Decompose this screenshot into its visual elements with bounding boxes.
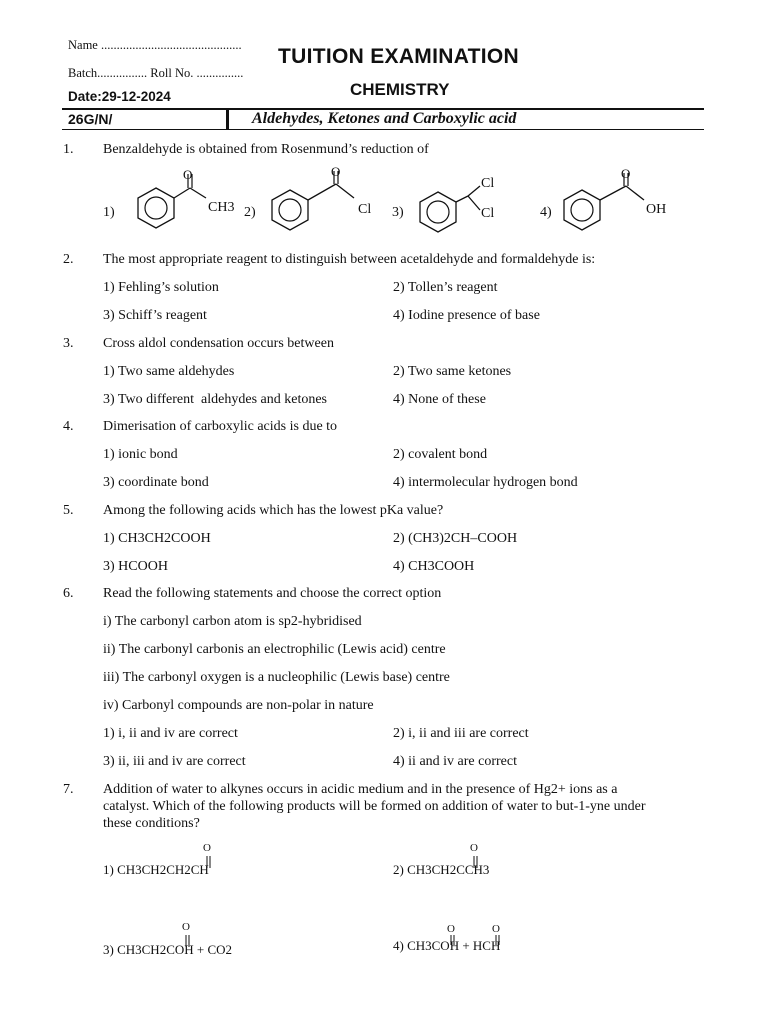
question-text-line: Addition of water to alkynes occurs in acidic medium and in the presence of Hg2+ ions as a: [103, 782, 618, 797]
option-text: 2) Two same ketones: [393, 364, 512, 379]
option-text: 3) coordinate bond: [103, 475, 209, 490]
option-text: 2) (CH3)2CH–COOH: [393, 531, 518, 546]
statement-text: ii) The carbonyl carbonis an electrophilic (Lewis acid) centre: [103, 642, 446, 657]
option-label: 4): [540, 205, 552, 220]
option-text: 3) ii, iii and iv are correct: [103, 754, 246, 769]
option-text: 4) ii and iv are correct: [393, 754, 517, 769]
oxygen-label: O: [621, 166, 631, 181]
statement-text: i) The carbonyl carbon atom is sp2-hybridised: [103, 614, 362, 629]
question-text: Benzaldehyde is obtained from Rosenmund’s reduction of: [103, 142, 429, 157]
question-text-line: these conditions?: [103, 816, 200, 831]
question-number: 2.: [63, 252, 74, 267]
option-text: 4) None of these: [393, 392, 486, 407]
hydroxyl-group-label: OH: [646, 202, 667, 217]
question-number: 5.: [63, 503, 74, 518]
subject-title: CHEMISTRY: [350, 80, 450, 99]
option-text: 2) CH3CH2CCH3: [393, 862, 490, 877]
oxygen-label: O: [470, 842, 478, 854]
oxygen-label: O: [182, 921, 190, 933]
header-divider: [226, 110, 229, 130]
oxygen-label: O: [492, 923, 500, 935]
option-text: 4) CH3COH + HCH: [393, 938, 501, 953]
question-text: Read the following statements and choose the correct option: [103, 586, 442, 601]
header-bar: [62, 108, 704, 130]
option-label: 1): [103, 205, 115, 220]
statement-text: iii) The carbonyl oxygen is a nucleophilic (Lewis base) centre: [103, 670, 450, 685]
name-field-label: Name .............................................: [68, 38, 242, 52]
oxygen-label: O: [331, 164, 341, 179]
option-text: 4) Iodine presence of base: [393, 308, 540, 323]
carbonyl-double-bond: [448, 935, 458, 949]
oxygen-label: O: [447, 923, 455, 935]
option-text: 1) ionic bond: [103, 447, 178, 462]
question-number: 1.: [63, 142, 74, 157]
carbonyl-double-bond: [493, 935, 503, 949]
option-text: 4) CH3COOH: [393, 559, 475, 574]
question-text: The most appropriate reagent to distinguish between acetaldehyde and formaldehyde is:: [103, 252, 596, 267]
option-text: 2) covalent bond: [393, 447, 488, 462]
exam-title: TUITION EXAMINATION: [278, 45, 519, 68]
question-number: 4.: [63, 419, 74, 434]
option-label: 3): [392, 205, 404, 220]
benzoyl-chloride-structure: [260, 168, 370, 238]
carbonyl-double-bond: [183, 935, 193, 949]
option-text: 3) HCOOH: [103, 559, 168, 574]
question-number: 3.: [63, 336, 74, 351]
statement-text: iv) Carbonyl compounds are non-polar in nature: [103, 698, 374, 713]
option-text: 1) CH3CH2CH2CH: [103, 862, 209, 877]
question-text: Cross aldol condensation occurs between: [103, 336, 334, 351]
option-text: 1) Two same aldehydes: [103, 364, 235, 379]
option-label: 2): [244, 205, 256, 220]
oxygen-label: O: [203, 842, 211, 854]
paper-code: 26G/N/: [68, 111, 113, 127]
chloro-group-label: Cl: [358, 202, 372, 217]
question-text: Among the following acids which has the lowest pKa value?: [103, 503, 444, 518]
option-text: 1) CH3CH2COOH: [103, 531, 211, 546]
batch-roll-field-label: Batch................ Roll No. ...............: [68, 66, 244, 80]
option-text: 1) Fehling’s solution: [103, 280, 219, 295]
exam-date: Date:29-12-2024: [68, 89, 171, 104]
acetophenone-structure: [118, 168, 218, 238]
question-number: 6.: [63, 586, 74, 601]
option-text: 2) i, ii and iii are correct: [393, 726, 529, 741]
benzal-chloride-structure: [410, 172, 510, 242]
option-text: 4) intermolecular hydrogen bond: [393, 475, 578, 490]
question-text-line: catalyst. Which of the following products will be formed on addition of water to but-1-yne under: [103, 799, 646, 814]
methyl-group-label: CH3: [208, 200, 235, 215]
chloro-group-label: Cl: [481, 206, 495, 221]
option-text: 3) Two different aldehydes and ketones: [103, 392, 327, 407]
option-text: 3) Schiff’s reagent: [103, 308, 207, 323]
question-text: Dimerisation of carboxylic acids is due to: [103, 419, 338, 434]
option-text: 2) Tollen’s reagent: [393, 280, 498, 295]
carbonyl-double-bond: [471, 856, 481, 870]
option-text: 1) i, ii and iv are correct: [103, 726, 238, 741]
chloro-group-label: Cl: [481, 176, 495, 191]
topic-title: Aldehydes, Ketones and Carboxylic acid: [252, 110, 517, 127]
oxygen-label: O: [183, 167, 193, 182]
carbonyl-double-bond: [204, 856, 214, 870]
question-number: 7.: [63, 782, 74, 797]
option-text: 3) CH3CH2COH + CO2: [103, 942, 233, 957]
